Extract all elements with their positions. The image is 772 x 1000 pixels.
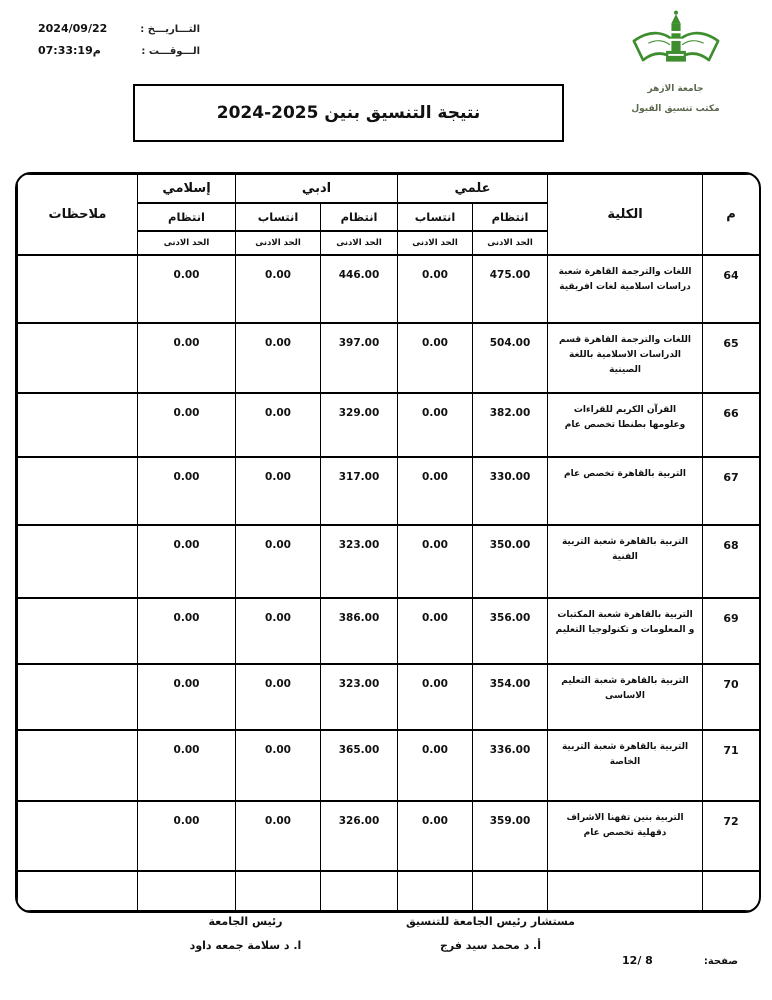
sci-reg-value: 330.00 xyxy=(473,457,548,525)
sci-aff-value: 0.00 xyxy=(398,664,473,730)
min-header-lit-reg: الحد الادنى xyxy=(321,231,398,255)
header-group-row xyxy=(18,175,760,203)
university-president-signature xyxy=(148,915,343,952)
college-name: التربية بنين تفهنا الاشراف دقهلية تخصص عام xyxy=(548,801,703,871)
date-label: التـــاريـــخ : xyxy=(140,24,200,35)
sub-header-lit-regular: انتظام xyxy=(321,203,398,231)
coordination-advisor-signature xyxy=(368,915,613,952)
notes-cell xyxy=(18,801,138,871)
lit-reg-value: 397.00 xyxy=(321,323,398,393)
row-number: 66 xyxy=(703,393,760,457)
time-label: الـــوقـــت : xyxy=(141,46,200,57)
row-number: 70 xyxy=(703,664,760,730)
notes-cell xyxy=(18,457,138,525)
sci-aff-value: 0.00 xyxy=(398,801,473,871)
table-row xyxy=(18,323,760,393)
lit-reg-value: 317.00 xyxy=(321,457,398,525)
sub-header-sci-affiliation: انتساب xyxy=(398,203,473,231)
college-name: التربية بالقاهرة تخصص عام xyxy=(548,457,703,525)
isl-reg-value: 0.00 xyxy=(138,255,236,323)
time-row xyxy=(38,44,200,57)
sci-reg-value: 359.00 xyxy=(473,801,548,871)
empty-row xyxy=(18,871,760,911)
lit-reg-value: 386.00 xyxy=(321,598,398,664)
notes-cell xyxy=(18,598,138,664)
sci-reg-value: 356.00 xyxy=(473,598,548,664)
page-title: نتيجة التنسيق بنين 2025-2024 xyxy=(216,103,481,123)
college-name: اللغات والترجمة القاهرة قسم الدراسات الاسلامية باللغة الصينية xyxy=(548,323,703,393)
lit-aff-value: 0.00 xyxy=(236,801,321,871)
col-header-college: الكلية xyxy=(548,175,703,255)
college-name: التربية بالقاهرة شعبة المكتبات و المعلومات و تكنولوجيا التعليم xyxy=(548,598,703,664)
date-value: 2024/09/22 xyxy=(38,22,108,35)
notes-cell xyxy=(18,664,138,730)
lit-aff-value: 0.00 xyxy=(236,525,321,598)
notes-cell xyxy=(18,393,138,457)
sci-reg-value: 504.00 xyxy=(473,323,548,393)
row-number: 68 xyxy=(703,525,760,598)
page-number xyxy=(622,954,738,967)
row-number: 64 xyxy=(703,255,760,323)
sci-reg-value: 336.00 xyxy=(473,730,548,801)
time-value: م07:33:19 xyxy=(38,44,101,57)
results-table-wrapper xyxy=(15,172,761,913)
advisor-name: أ. د محمد سيد فرج xyxy=(439,939,541,952)
min-header-lit-aff: الحد الادنى xyxy=(236,231,321,255)
lit-aff-value: 0.00 xyxy=(236,323,321,393)
college-name: التربية بالقاهرة شعبة التعليم الاساسى xyxy=(548,664,703,730)
lit-aff-value: 0.00 xyxy=(236,393,321,457)
notes-cell xyxy=(18,730,138,801)
sci-aff-value: 0.00 xyxy=(398,525,473,598)
university-name: جامعة الازهر xyxy=(647,84,704,94)
min-header-sci-reg: الحد الادنى xyxy=(473,231,548,255)
college-name: التربية بالقاهرة شعبة التربية الفنية xyxy=(548,525,703,598)
row-number: 67 xyxy=(703,457,760,525)
lit-reg-value: 323.00 xyxy=(321,664,398,730)
page-label: صفحة: xyxy=(703,956,738,967)
table-row xyxy=(18,801,760,871)
sci-aff-value: 0.00 xyxy=(398,598,473,664)
notes-cell xyxy=(18,255,138,323)
isl-reg-value: 0.00 xyxy=(138,393,236,457)
sci-reg-value: 350.00 xyxy=(473,525,548,598)
lit-aff-value: 0.00 xyxy=(236,457,321,525)
lit-reg-value: 329.00 xyxy=(321,393,398,457)
lit-aff-value: 0.00 xyxy=(236,255,321,323)
group-header-literary: ادبي xyxy=(236,175,398,203)
sci-reg-value: 354.00 xyxy=(473,664,548,730)
table-row xyxy=(18,730,760,801)
isl-reg-value: 0.00 xyxy=(138,525,236,598)
table-row xyxy=(18,457,760,525)
col-header-number: م xyxy=(703,175,760,255)
lit-aff-value: 0.00 xyxy=(236,730,321,801)
al-azhar-logo-icon xyxy=(630,8,722,80)
sci-aff-value: 0.00 xyxy=(398,323,473,393)
sci-aff-value: 0.00 xyxy=(398,730,473,801)
president-name: ا. د سلامة جمعه داود xyxy=(189,939,302,952)
sub-header-sci-regular: انتظام xyxy=(473,203,548,231)
sci-aff-value: 0.00 xyxy=(398,457,473,525)
college-name: التربية بالقاهرة شعبة التربية الخاصة xyxy=(548,730,703,801)
lit-aff-value: 0.00 xyxy=(236,598,321,664)
isl-reg-value: 0.00 xyxy=(138,664,236,730)
lit-aff-value: 0.00 xyxy=(236,664,321,730)
report-title-box xyxy=(133,84,564,142)
sci-reg-value: 382.00 xyxy=(473,393,548,457)
isl-reg-value: 0.00 xyxy=(138,323,236,393)
lit-reg-value: 365.00 xyxy=(321,730,398,801)
table-row xyxy=(18,664,760,730)
lit-reg-value: 323.00 xyxy=(321,525,398,598)
min-header-sci-aff: الحد الادنى xyxy=(398,231,473,255)
min-header-isl-reg: الحد الادنى xyxy=(138,231,236,255)
college-name: اللغات والترجمة القاهرة شعبة دراسات اسلامية لغات افريقية xyxy=(548,255,703,323)
admission-office-name: مكتب تنسيق القبول xyxy=(631,104,720,114)
row-number: 71 xyxy=(703,730,760,801)
page-value: 8 /12 xyxy=(622,954,653,967)
sub-header-isl-regular: انتظام xyxy=(138,203,236,231)
date-time-block xyxy=(38,22,200,66)
notes-cell xyxy=(18,323,138,393)
sci-aff-value: 0.00 xyxy=(398,393,473,457)
isl-reg-value: 0.00 xyxy=(138,730,236,801)
group-header-islamic: إسلامي xyxy=(138,175,236,203)
col-header-notes: ملاحظات xyxy=(18,175,138,255)
table-row xyxy=(18,598,760,664)
sci-reg-value: 475.00 xyxy=(473,255,548,323)
president-title: رئيس الجامعة xyxy=(208,915,283,928)
row-number: 69 xyxy=(703,598,760,664)
isl-reg-value: 0.00 xyxy=(138,801,236,871)
table-row xyxy=(18,393,760,457)
row-number: 65 xyxy=(703,323,760,393)
results-table xyxy=(17,174,760,911)
lit-reg-value: 446.00 xyxy=(321,255,398,323)
sub-header-lit-affiliation: انتساب xyxy=(236,203,321,231)
college-name: القرآن الكريم للقراءات وعلومها بطنطا تخصص عام xyxy=(548,393,703,457)
date-row xyxy=(38,22,200,35)
notes-cell xyxy=(18,525,138,598)
table-row xyxy=(18,255,760,323)
isl-reg-value: 0.00 xyxy=(138,598,236,664)
advisor-title: مستشار رئيس الجامعة للتنسيق xyxy=(406,915,575,928)
table-row xyxy=(18,525,760,598)
lit-reg-value: 326.00 xyxy=(321,801,398,871)
university-logo-block xyxy=(598,8,753,114)
isl-reg-value: 0.00 xyxy=(138,457,236,525)
sci-aff-value: 0.00 xyxy=(398,255,473,323)
group-header-scientific: علمي xyxy=(398,175,548,203)
row-number: 72 xyxy=(703,801,760,871)
